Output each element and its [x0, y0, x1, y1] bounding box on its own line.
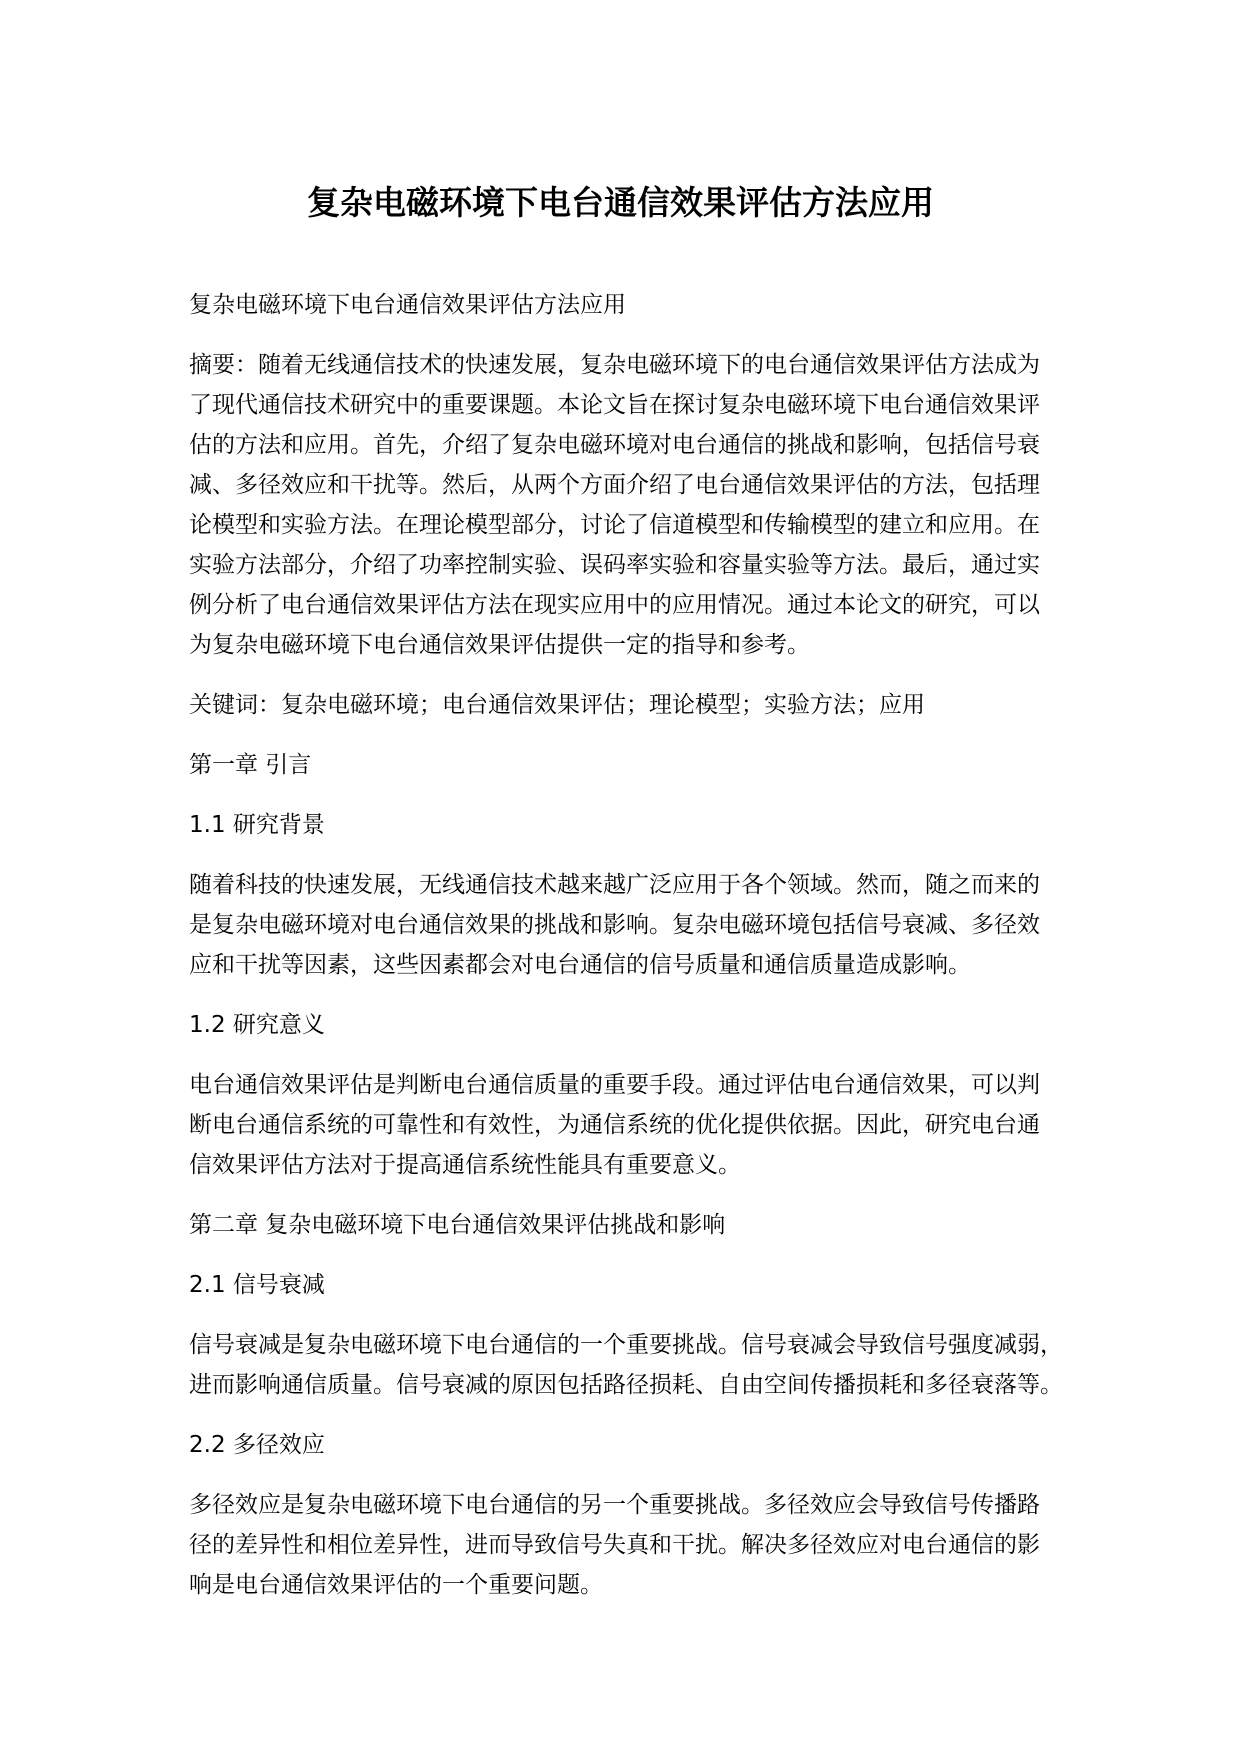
body-text-line: 是复杂电磁环境对电台通信效果的挑战和影响。复杂电磁环境包括信号衰减、多径效: [189, 912, 1040, 938]
keywords-line: 关键词：复杂电磁环境；电台通信效果评估；理论模型；实验方法；应用: [189, 692, 925, 718]
abstract-text-line: 摘要：随着无线通信技术的快速发展，复杂电磁环境下的电台通信效果评估方法成为: [189, 352, 1040, 378]
body-paragraph: [189, 1485, 1089, 1605]
document-title: 复杂电磁环境下电台通信效果评估方法应用: [307, 183, 934, 222]
abstract-text-line: 估的方法和应用。首先，介绍了复杂电磁环境对电台通信的挑战和影响，包括信号衰: [189, 432, 1040, 458]
body-paragraph: [189, 865, 1089, 985]
abstract-text-line: 减、多径效应和干扰等。然后，从两个方面介绍了电台通信效果评估的方法，包括理: [189, 472, 1040, 498]
section-heading: 1.1 研究背景: [189, 812, 325, 838]
document-body: [189, 285, 1089, 1625]
body-text-line: 断电台通信系统的可靠性和有效性，为通信系统的优化提供依据。因此，研究电台通: [189, 1112, 1040, 1138]
body-paragraph: [189, 1065, 1089, 1185]
body-text-line: 多径效应是复杂电磁环境下电台通信的另一个重要挑战。多径效应会导致信号传播路: [189, 1492, 1040, 1518]
body-paragraph: [189, 1325, 1089, 1405]
body-text-line: 应和干扰等因素，这些因素都会对电台通信的信号质量和通信质量造成影响。: [189, 952, 971, 978]
body-text-line: 径的差异性和相位差异性，进而导致信号失真和干扰。解决多径效应对电台通信的影: [189, 1532, 1040, 1558]
body-text-line: 响是电台通信效果评估的一个重要问题。: [189, 1572, 603, 1598]
abstract-text-line: 例分析了电台通信效果评估方法在现实应用中的应用情况。通过本论文的研究，可以: [189, 592, 1040, 618]
body-text-line: 电台通信效果评估是判断电台通信质量的重要手段。通过评估电台通信效果，可以判: [189, 1072, 1040, 1098]
abstract-paragraph: [189, 345, 1089, 665]
subtitle: 复杂电磁环境下电台通信效果评估方法应用: [189, 292, 626, 318]
abstract-text-line: 实验方法部分，介绍了功率控制实验、误码率实验和容量实验等方法。最后，通过实: [189, 552, 1040, 578]
body-text-line: 进而影响通信质量。信号衰减的原因包括路径损耗、自由空间传播损耗和多径衰落等。: [189, 1372, 1063, 1398]
chapter-heading: 第一章 引言: [189, 752, 312, 778]
body-text-line: 信效果评估方法对于提高通信系统性能具有重要意义。: [189, 1152, 741, 1178]
body-text-line: 随着科技的快速发展，无线通信技术越来越广泛应用于各个领域。然而，随之而来的: [189, 872, 1040, 898]
section-heading: 1.2 研究意义: [189, 1012, 325, 1038]
abstract-text-line: 了现代通信技术研究中的重要课题。本论文旨在探讨复杂电磁环境下电台通信效果评: [189, 392, 1040, 418]
abstract-text-line: 为复杂电磁环境下电台通信效果评估提供一定的指导和参考。: [189, 632, 810, 658]
abstract-text-line: 论模型和实验方法。在理论模型部分，讨论了信道模型和传输模型的建立和应用。在: [189, 512, 1040, 538]
section-heading: 2.2 多径效应: [189, 1432, 325, 1458]
section-heading: 2.1 信号衰减: [189, 1272, 325, 1298]
chapter-heading: 第二章 复杂电磁环境下电台通信效果评估挑战和影响: [189, 1212, 726, 1238]
body-text-line: 信号衰减是复杂电磁环境下电台通信的一个重要挑战。信号衰减会导致信号强度减弱，: [189, 1332, 1063, 1358]
